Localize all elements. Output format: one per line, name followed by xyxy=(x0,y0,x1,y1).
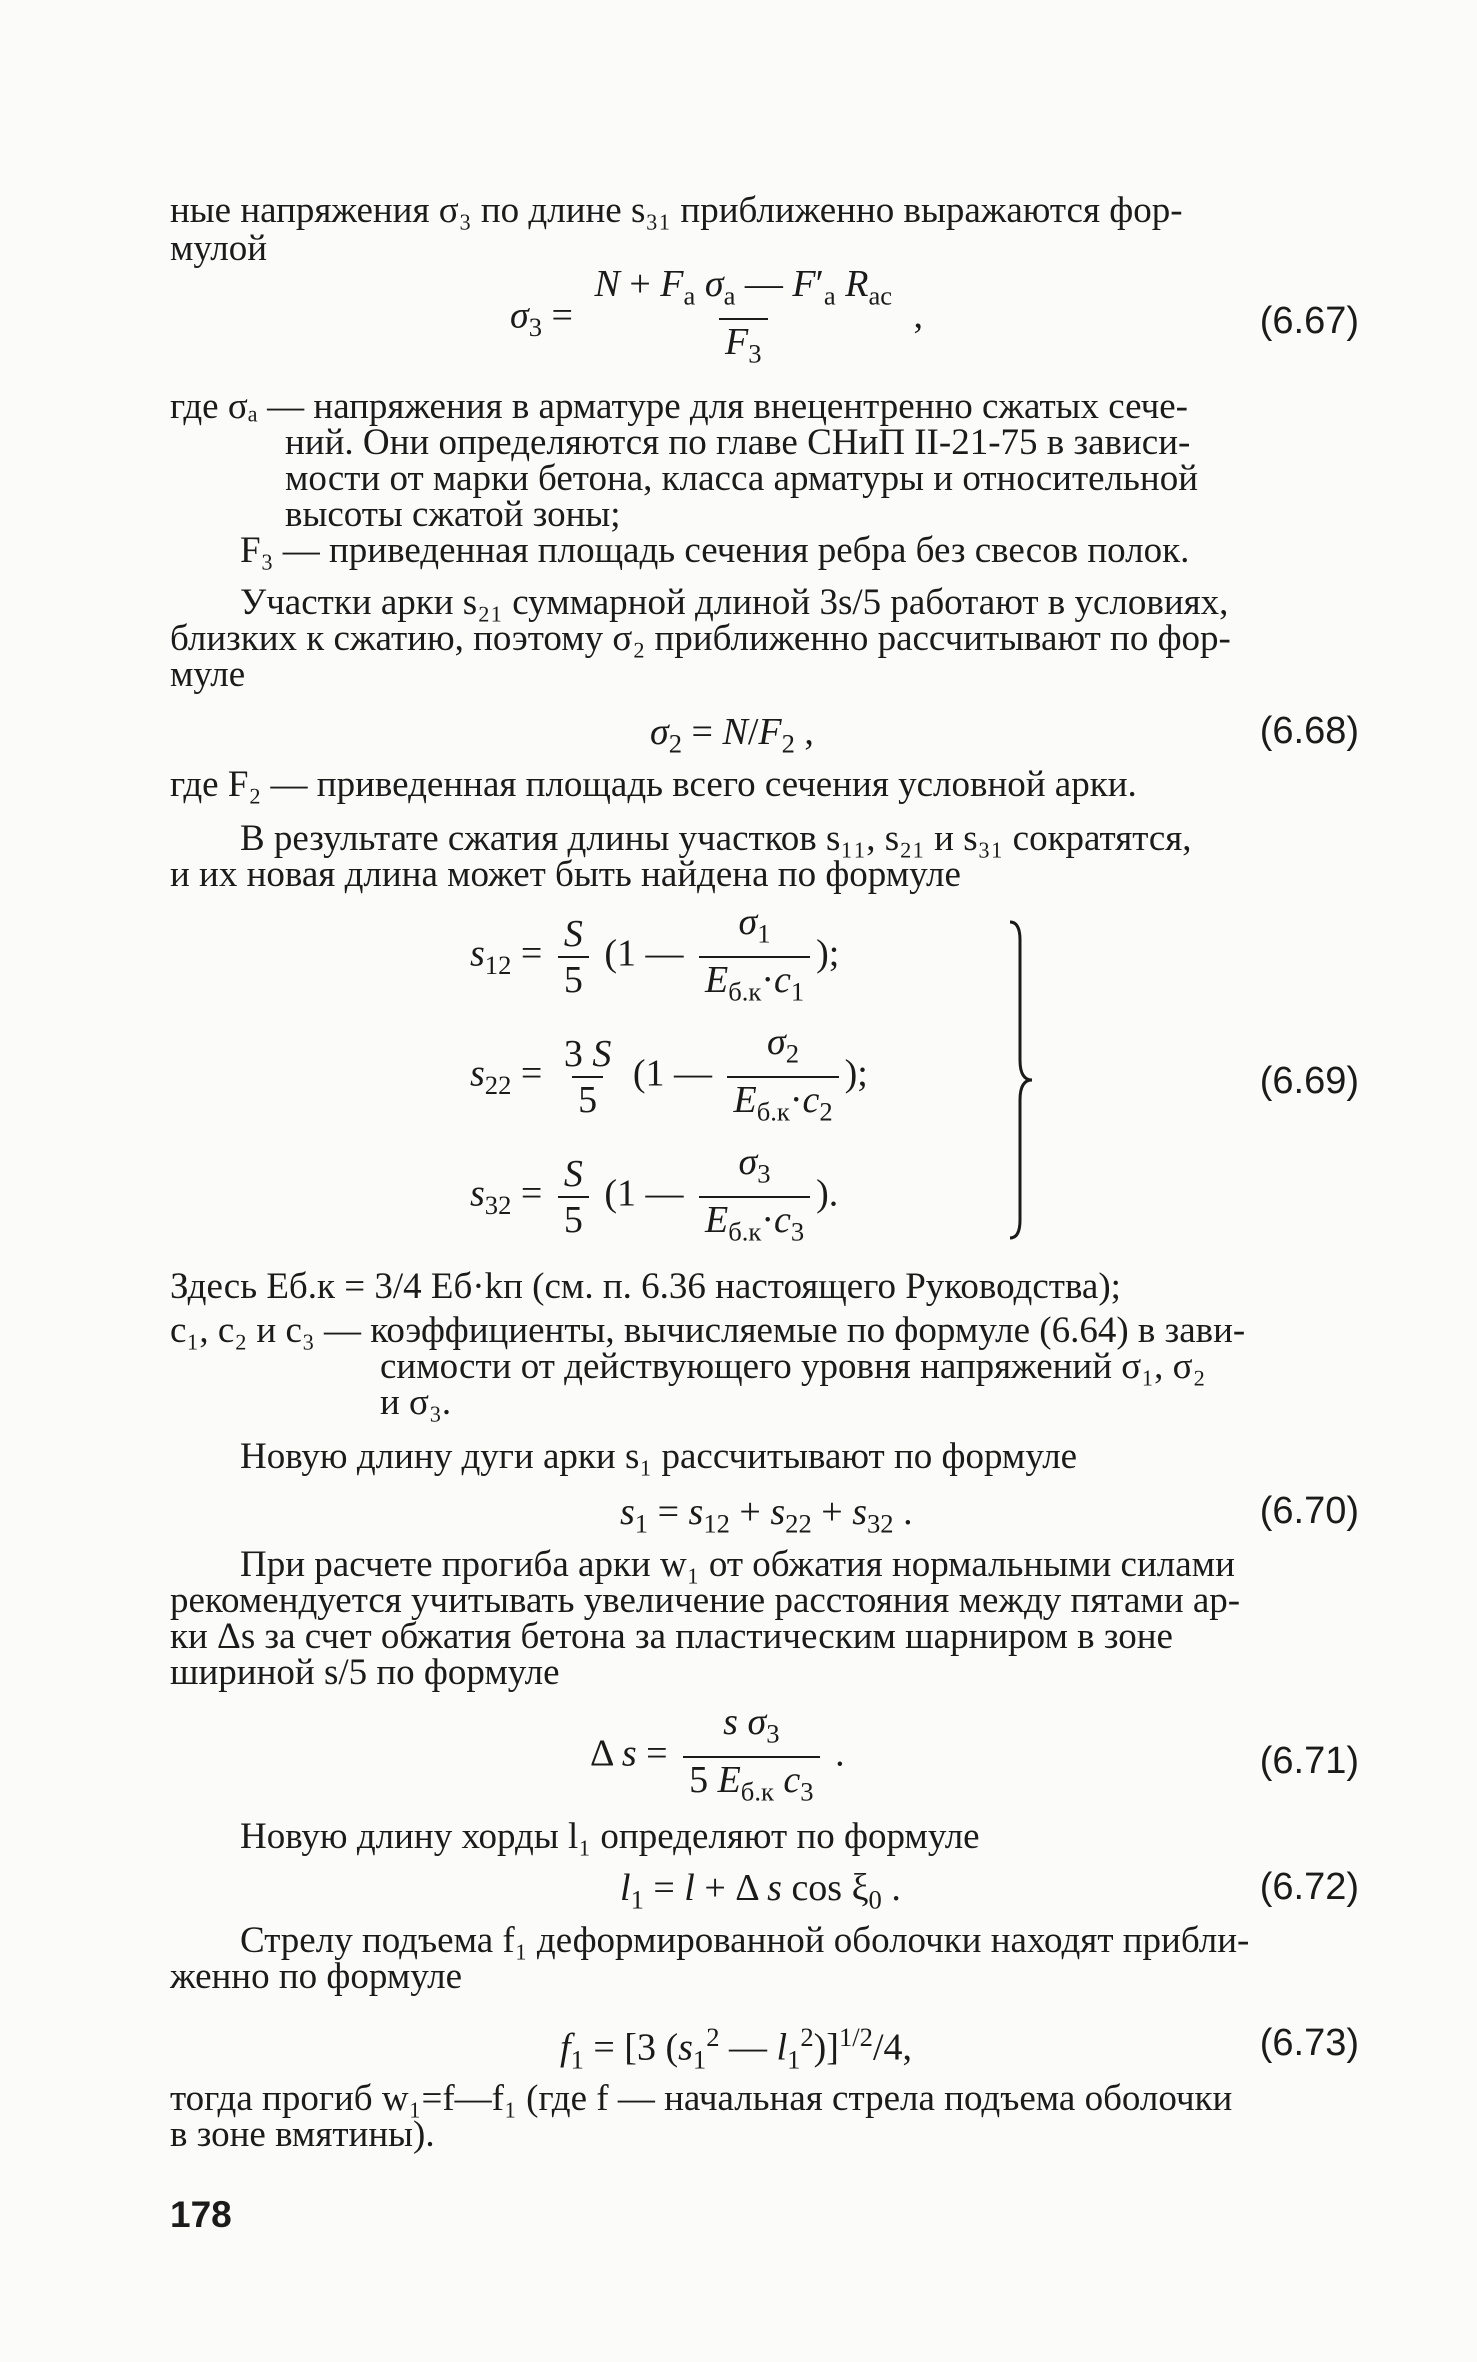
formula-6-70: $s_1 = s_{12} + s_{22} + s_{32}$ . xyxy=(620,1491,913,1539)
right-brace xyxy=(1008,920,1048,1240)
text-line: высоты сжатой зоны; xyxy=(285,494,621,535)
text-line: и их новая длина может быть найдена по формуле xyxy=(170,854,961,895)
text-line: Участки арки s₂₁ суммарной длиной 3s/5 работают в условиях, xyxy=(240,582,1229,623)
text-line: Новую длину дуги арки s₁ рассчитывают по формуле xyxy=(240,1436,1078,1477)
equation-number: (6.73) xyxy=(1259,2022,1359,2064)
formula-6-69-row-2: $s_{22}$ = $\frac{3 S}{5}$ (1 — $\frac{\sigma_2}{E_{б.к}\cdot c_2}$ ); xyxy=(470,1020,868,1133)
text-line: мулой xyxy=(170,228,268,269)
text-line: Здесь Eб.к = 3/4 Eб·kп (см. п. 6.36 настоящего Руководства); xyxy=(170,1266,1121,1307)
text-line: В результате сжатия длины участков s₁₁, s₂₁ и s₃₁ сократятся, xyxy=(240,818,1192,859)
text-line: Стрелу подъема f₁ деформированной оболочки находят прибли- xyxy=(240,1920,1250,1961)
text-line: шириной s/5 по формуле xyxy=(170,1652,560,1693)
formula-6-71: Δ s = $\frac{s \sigma_3}{5 E_{б.к} c_3}$ . xyxy=(590,1700,845,1813)
text-line: где F₂ — приведенная площадь всего сечения условной арки. xyxy=(170,764,1137,805)
formula-6-68: $\sigma_2 = N/F_2$ , xyxy=(650,711,814,759)
text-line: симости от действующего уровня напряжений σ₁, σ₂ xyxy=(380,1346,1206,1387)
text-line: и σ₃. xyxy=(380,1382,452,1423)
text-line: тогда прогиб w₁=f—f₁ (где f — начальная стрела подъема оболочки xyxy=(170,2078,1233,2119)
text-line: ные напряжения σ₃ по длине s₃₁ приближенно выражаются фор- xyxy=(170,190,1183,231)
equation-number: (6.70) xyxy=(1259,1490,1359,1532)
text-line: F₃ — приведенная площадь сечения ребра без свесов полок. xyxy=(240,530,1190,571)
text-line: Новую длину хорды l₁ определяют по формуле xyxy=(240,1816,980,1857)
text-line: ки Δs за счет обжатия бетона за пластическим шарниром в зоне xyxy=(170,1616,1173,1657)
text-line: мости от марки бетона, класса арматуры и относительной xyxy=(285,458,1199,499)
formula-6-69-row-1: $s_{12}$ = $\frac{S}{5}$ (1 — $\frac{\sigma_1}{E_{б.к}\cdot c_1}$ ); xyxy=(470,900,839,1013)
formula-6-67: $\sigma_3$ = $\frac{N + F_a \sigma_a — F'_a R_{ac}}{F_3}$ , xyxy=(510,262,923,375)
text-line: муле xyxy=(170,654,246,695)
text-line: женно по формуле xyxy=(170,1956,462,1997)
page-number: 178 xyxy=(170,2194,232,2235)
text-line: где σₐ — напряжения в арматуре для внецентренно сжатых сече- xyxy=(170,386,1189,427)
equation-number: (6.71) xyxy=(1259,1740,1359,1782)
formula-6-72: $l_1 = l + \Delta$ s $\cos \xi_0$ . xyxy=(620,1867,901,1915)
equation-number: (6.68) xyxy=(1259,710,1359,752)
text-line: рекомендуется учитывать увеличение расстояния между пятами ар- xyxy=(170,1580,1241,1621)
text-line: близких к сжатию, поэтому σ₂ приближенно рассчитывают по фор- xyxy=(170,618,1231,659)
formula-6-73: $f_1 = [3$ ($s_1^2$ — $l_1^2)]^{1/2}/4$, xyxy=(560,2022,913,2075)
equation-number: (6.67) xyxy=(1259,300,1359,342)
text-line: ний. Они определяются по главе СНиП II-21-75 в зависи- xyxy=(285,422,1191,463)
formula-6-69-row-3: $s_{32}$ = $\frac{S}{5}$ (1 — $\frac{\sigma_3}{E_{б.к}\cdot c_3}$ ). xyxy=(470,1140,838,1253)
text-line: в зоне вмятины). xyxy=(170,2114,435,2155)
text-line: c₁, c₂ и c₃ — коэффициенты, вычисляемые по формуле (6.64) в зави- xyxy=(170,1310,1246,1351)
equation-number: (6.69) xyxy=(1259,1060,1359,1102)
equation-number: (6.72) xyxy=(1259,1866,1359,1908)
text-line: При расчете прогиба арки w₁ от обжатия нормальными силами xyxy=(240,1544,1235,1585)
